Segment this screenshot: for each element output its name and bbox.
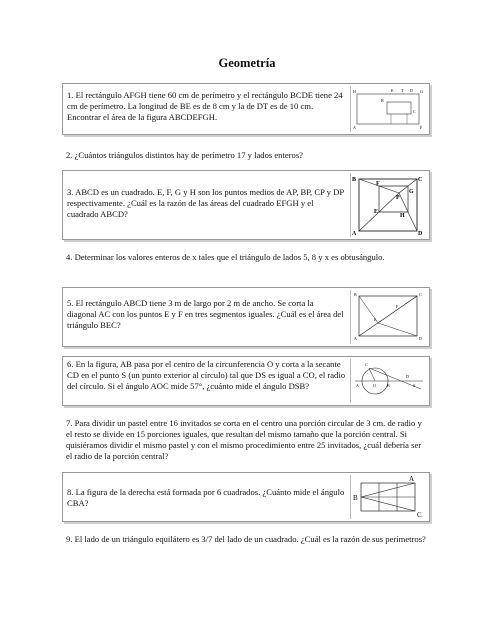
problem-8-box bbox=[62, 472, 430, 522]
problem-1-text: 1. El rectángulo AFGH tiene 60 cm de perímetro y el rectángulo BCDE tiene 24 cm de perímetro. La longitud de BE es de 8 cm y la de DT es de 10 cm. Encontrar el área de la figura ABCDEFGH. bbox=[67, 90, 343, 122]
problem-9-text: 9. El lado de un triángulo equilátero es 3/7 del lado de un cuadrado. ¿Cuál es la razón de sus perímetros? bbox=[66, 534, 426, 544]
fig6-label-o: O bbox=[373, 383, 376, 388]
problem-5-box bbox=[62, 287, 430, 347]
fig3-label-g: G bbox=[409, 189, 414, 195]
fig3-label-e: E bbox=[374, 209, 379, 215]
problem-6-box bbox=[62, 356, 430, 406]
fig8-label-b: B bbox=[353, 494, 358, 502]
problem-6-text: 6. En la figura, AB pasa por el centro de la circunferencia O y corta a la secante CD en el punto S (un punto exterior al círculo) tal que DS es igual a CO, el radio del círculo. Si el ángulo AOC mide 57°, ¿cuánto mide el ángulo DSB? bbox=[67, 359, 346, 391]
fig1-label-e: E bbox=[391, 88, 394, 93]
fig1-label-c: C bbox=[413, 109, 416, 114]
fig3-label-b: B bbox=[352, 177, 357, 183]
figure-six-squares bbox=[350, 475, 425, 519]
fig1-label-b: B bbox=[381, 98, 384, 103]
fig1-label-g: G bbox=[420, 89, 423, 94]
fig3-label-a: A bbox=[352, 231, 357, 237]
problem-4-text: 4. Determinar los valores enteros de x tales que el triángulo de lados 5, 8 y x es obtusángulo. bbox=[66, 252, 385, 262]
figure-rectangles-abcdefgh bbox=[350, 86, 425, 132]
fig6-label-d: D bbox=[406, 374, 409, 379]
fig6-label-s: S bbox=[413, 383, 416, 388]
fig8-label-c: C bbox=[417, 511, 422, 519]
fig3-label-p: P bbox=[396, 195, 400, 201]
problem-3-box bbox=[62, 170, 430, 240]
page-title: Geometría bbox=[218, 56, 276, 70]
problem-1-box bbox=[62, 83, 430, 135]
fig6-label-a: A bbox=[356, 383, 359, 388]
fig1-label-d: D bbox=[410, 88, 413, 93]
fig5-label-c: C bbox=[419, 292, 422, 297]
fig3-label-c: C bbox=[418, 177, 423, 183]
problem-3-text: 3. ABCD es un cuadrado. E, F, G y H son los puntos medios de AP, BP, CP y DP respectivamente. ¿Cuál es la razón de las áreas del cuadrado EFGH y el cuadrado ABCD? bbox=[67, 187, 344, 219]
fig3-label-f: F bbox=[376, 181, 380, 187]
fig5-label-d: D bbox=[419, 336, 422, 341]
figure-rectangle-diagonal bbox=[350, 290, 425, 344]
fig6-label-b: B bbox=[387, 383, 390, 388]
figure-circle-secant bbox=[350, 359, 425, 403]
fig5-label-e: E bbox=[374, 317, 377, 322]
fig5-label-b: B bbox=[354, 292, 357, 297]
fig3-label-d: D bbox=[418, 231, 423, 237]
problem-2-text: 2. ¿Cuántos triángulos distintos hay de perímetro 17 y lados enteros? bbox=[66, 150, 303, 160]
fig8-label-a: A bbox=[409, 475, 415, 483]
fig1-label-f: F bbox=[420, 125, 423, 130]
fig5-label-f: F bbox=[396, 304, 399, 309]
fig3-label-h: H bbox=[400, 213, 405, 219]
problem-5-text: 5. El rectángulo ABCD tiene 3 m de largo por 2 m de ancho. Se corta la diagonal AC con los puntos E y F en tres segmentos iguales. ¿Cuál es el área del triángulo BEC? bbox=[67, 298, 344, 330]
fig5-label-a: A bbox=[354, 336, 357, 341]
fig6-label-c: C bbox=[365, 362, 368, 367]
figure-square-abcd bbox=[350, 173, 425, 237]
fig1-label-h: H bbox=[353, 89, 356, 94]
fig1-label-t: T bbox=[401, 88, 404, 93]
fig1-label-a: A bbox=[353, 125, 356, 130]
problem-8-text: 8. La figura de la derecha está formada por 6 cuadrados. ¿Cuánto mide el ángulo CBA? bbox=[67, 487, 345, 508]
problem-7-text: 7. Para dividir un pastel entre 16 invitados se corta en el centro una porción circular de 3 cm. de radio y el resto se divide en 15 porciones iguales, que resultan del mismo tamaño que la porción central. Si quisiéramos dividir el mismo pastel y con el mismo procedimiento entre 25 invitados, ¿cuál debería ser el radio de la porción central? bbox=[66, 418, 422, 461]
